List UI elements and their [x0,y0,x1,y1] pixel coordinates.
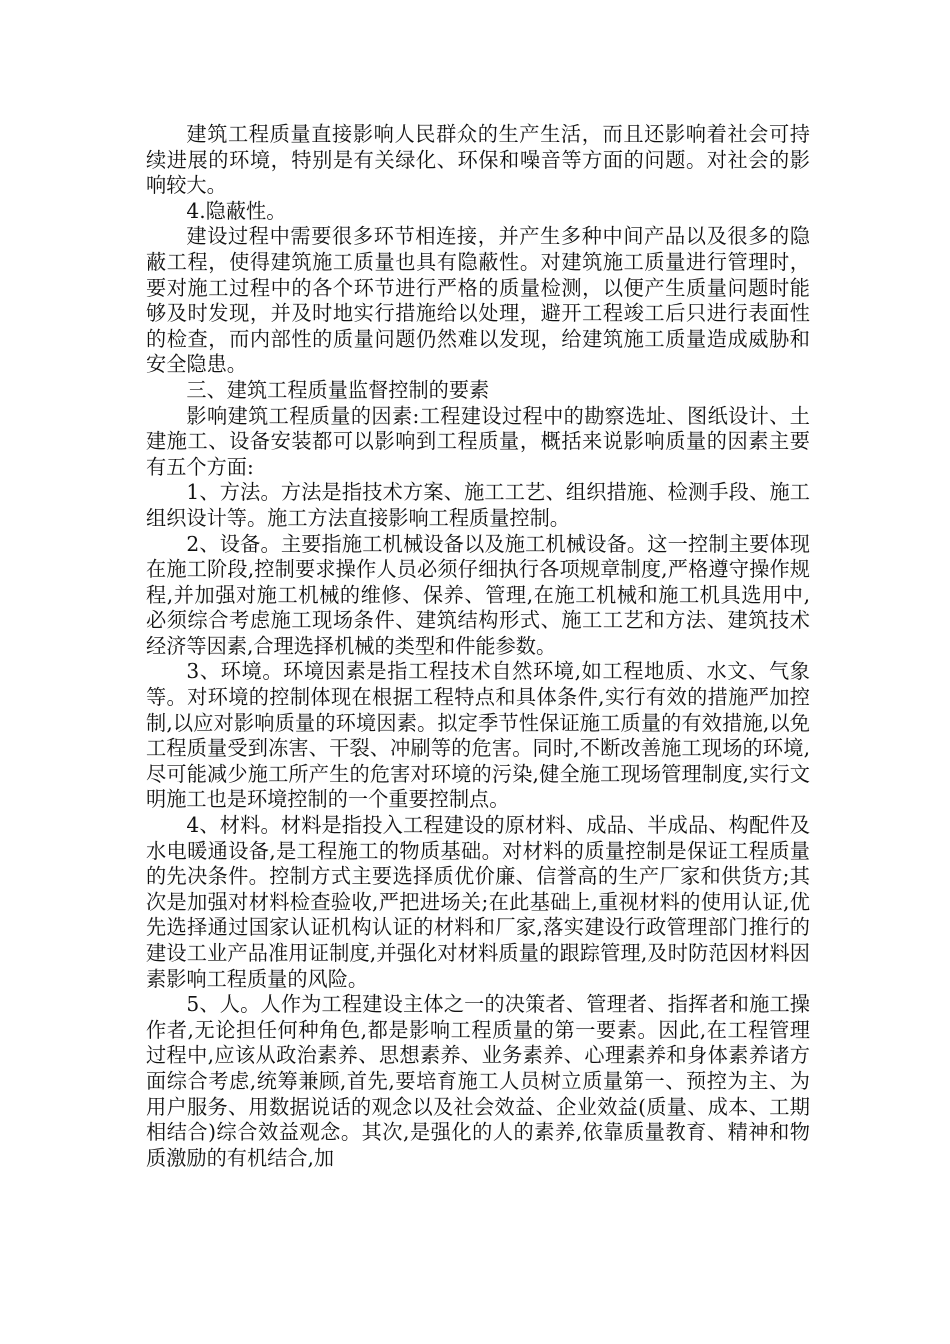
section-heading-elements: 三、建筑工程质量监督控制的要素 [186,377,490,402]
paragraph-factors-intro: 影响建筑工程质量的因素:工程建设过程中的勘察选址、图纸设计、土建施工、设备安装都可以影响到工程质量，概括来说影响质量的因素主要有五个方面: [146,403,810,479]
heading-concealment: 4.隐蔽性。 [186,198,287,223]
paragraph-materials: 4、材料。材料是指投入工程建设的原材料、成品、半成品、构配件及水电暖通设备,是工程施工的物质基础。对材料的质量控制是保证工程质量的先决条件。控制方式主要选择质优价廉、信誉高的生产厂家和供货方;其次是加强对材料检查验收,严把进场关;在此基础上,重视材料的使用认证,优先选择通过国家认证机构认证的材料和厂家,落实建设行政管理部门推行的建设工业产品准用证制度,并强化对材料质量的跟踪管理,及时防范因材料因素影响工程质量的风险。 [146,813,810,991]
paragraph-concealment: 建设过程中需要很多环节相连接，并产生多种中间产品以及很多的隐蔽工程，使得建筑施工质量也具有隐蔽性。对建筑施工质量进行管理时，要对施工过程中的各个环节进行严格的质量检测，以便产生质量问题时能够及时发现，并及时地实行措施给以处理，避开工程竣工后只进行表面性的检查，而内部性的质量问题仍然难以发现，给建筑施工质量造成威胁和安全隐患。 [146,224,810,377]
paragraph-method: 1、方法。方法是指技术方案、施工工艺、组织措施、检测手段、施工组织设计等。施工方法直接影响工程质量控制。 [146,480,810,530]
paragraph-equipment: 2、设备。主要指施工机械设备以及施工机械设备。这一控制主要体现在施工阶段,控制要求操作人员必须仔细执行各项规章制度,严格遵守操作规程,并加强对施工机械的维修、保养、管理,在施工机械和施工机具选用中,必须综合考虑施工现场条件、建筑结构形式、施工工艺和方法、建筑技术经济等因素,合理选择机械的类型和件能参数。 [146,531,810,658]
document-body [146,122,810,1171]
paragraph-environment: 3、环境。环境因素是指工程技术自然环境,如工程地质、水文、气象等。对环境的控制体现在根据工程特点和具体条件,实行有效的措施严加控制,以应对影响质量的环境因素。拟定季节性保证施工质量的有效措施,以免工程质量受到冻害、干裂、冲刷等的危害。同时,不断改善施工现场的环境,尽可能减少施工所产生的危害对环境的污染,健全施工现场管理制度,实行文明施工也是环境控制的一个重要控制点。 [146,659,810,812]
paragraph-people: 5、人。人作为工程建设主体之一的决策者、管理者、指挥者和施工操作者,无论担任何种角色,都是影响工程质量的第一要素。因此,在工程管理过程中,应该从政治素养、思想素养、业务素养、心理素养和身体素养诸方面综合考虑,统筹兼顾,首先,要培育施工人员树立质量第一、预控为主、为用户服务、用数据说话的观念以及社会效益、企业效益(质量、成本、工期相结合)综合效益观念。其次,是强化的人的素养,依靠质量教育、精神和物质激励的有机结合,加 [146,992,810,1170]
paragraph-impact: 建筑工程质量直接影响人民群众的生产生活，而且还影响着社会可持续进展的环境，特别是有关绿化、环保和噪音等方面的问题。对社会的影响较大。 [146,122,810,198]
